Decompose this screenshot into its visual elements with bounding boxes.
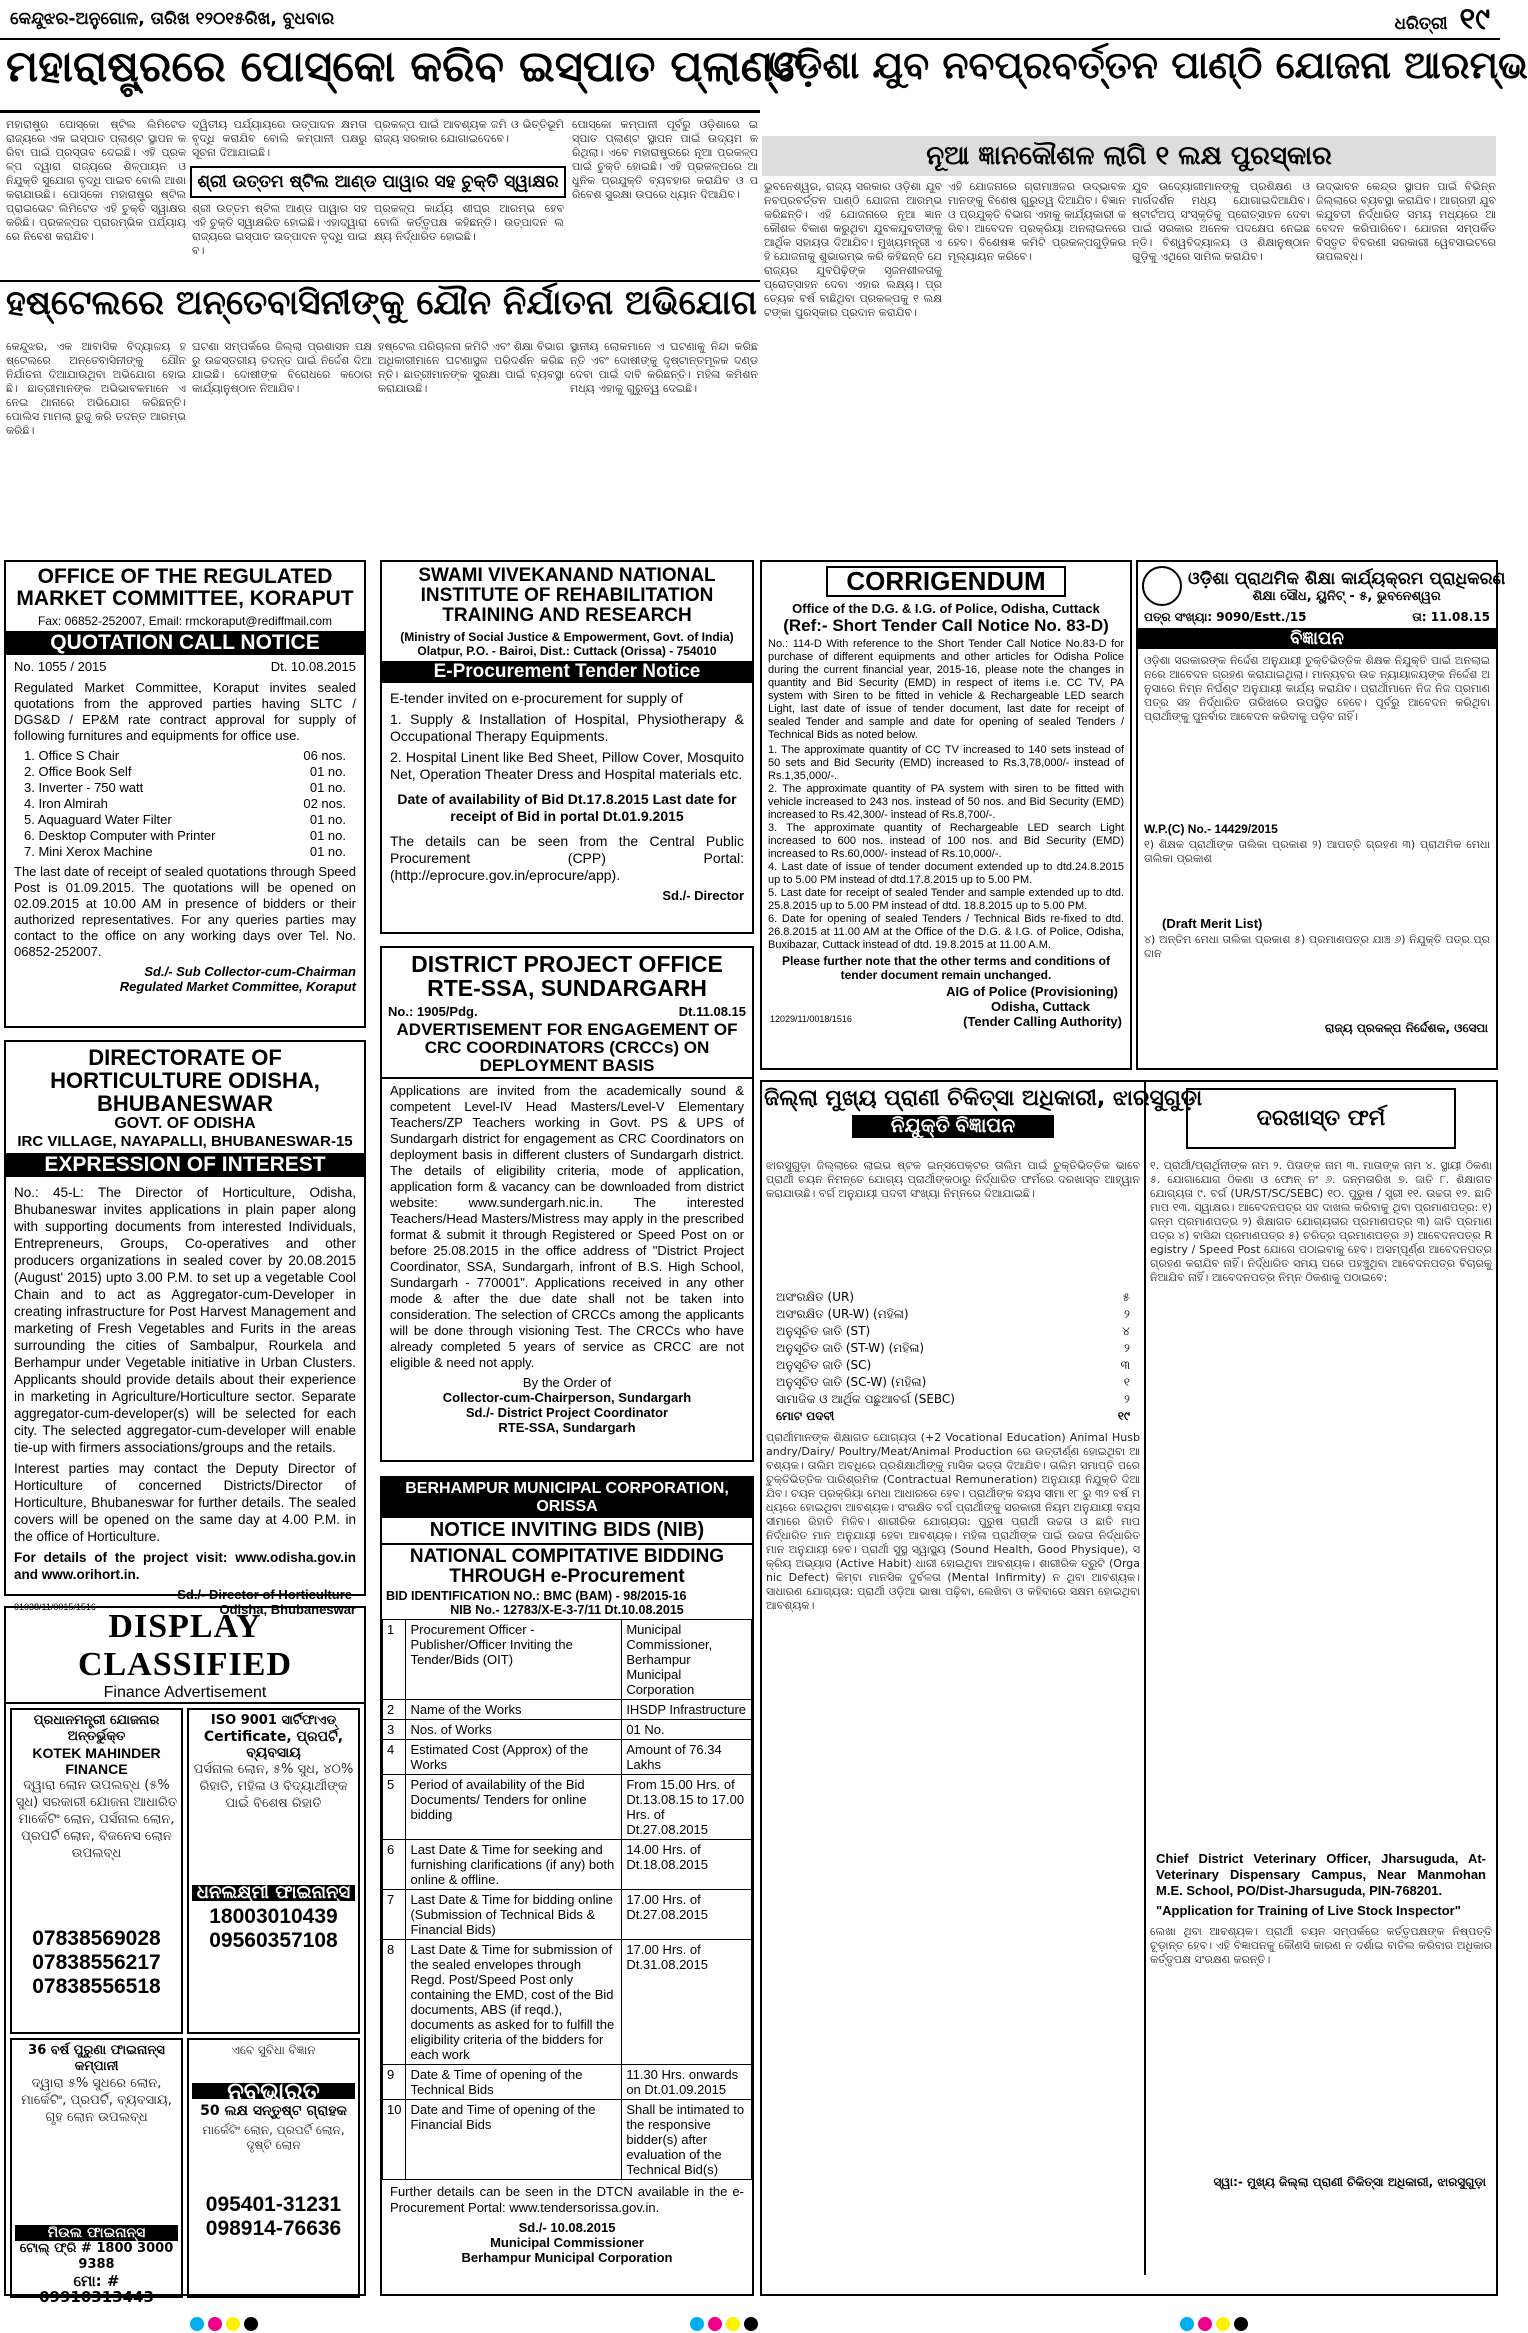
divider [0,110,760,113]
ad-banner: ବିଜ୍ଞାପନ [1138,628,1496,649]
newspaper-logo: ଧରିତ୍ରୀ [1394,13,1448,34]
address-text: Chief District Veterinary Officer, Jharsuguda, At-Veterinary Dispensary Campus, Near Manmohan M.E. School, PO/Dist-Jharsuguda, PIN-768201. [1156,1851,1486,1898]
signature-preamble: By the Order of [522,1374,612,1390]
ad-tagline: 50 ଲକ୍ଷ ସନ୍ତୁଷ୍ଟ ଗ୍ରାହକ [200,2103,347,2119]
article-text: ଉଦ୍ଭାବନ କେନ୍ଦ୍ର ସ୍ଥାପନ ପାଇଁ ବିଭିନ୍ନ ଜିଲ୍ଲାରେ ବ୍ୟବସ୍ଥା କରାଯିବ। ଆଗ୍ରହୀ ଯୁବକଯୁବତୀ ନିର୍ଦ୍ଧାରିତ ସମୟ ମଧ୍ୟରେ ଆବେଦନ କରିପାରିବେ। ଯୋଜନା ସମ୍ପର୍କିତ ବିସ୍ତୃତ ବିବରଣୀ ସରକାରୀ ୱେବସାଇଟରେ ଉପଲବ୍ଧ। [1316,180,1496,263]
table-row: 2 Name of the Works IHSDP Infrastructure [383,1699,752,1719]
ad-footer-text: Further details can be seen in the DTCN available in the e-Procurement Portal: www.tendersorissa.gov.in. [390,2183,744,2215]
bid-schedule-table [382,1619,752,2180]
article-text: ହଷ୍ଟେଲ ପରିଚାଳନା କମିଟି ଏବଂ ଶିକ୍ଷା ବିଭାଗ ଅଧିକାରୀମାନେ ଘଟଣାସ୍ଥଳ ପରିଦର୍ଶନ କରିଛନ୍ତି। ଛାତ୍ରୀମାନଙ୍କ ସୁରକ୍ଷା ପାଇଁ ବ୍ୟବସ୍ଥା କରାଯାଉଛି। [378,340,564,395]
display-classified [4,1606,366,2306]
ad-ministry: (Ministry of Social Justice & Empowerment, Govt. of India) [400,629,734,644]
article-text: ଶ୍ରୀ ଉତ୍ତମ ଷ୍ଟିଲ ଆଣ୍ଡ ପାୱାର ସହ ଏହି ଚୁକ୍ତି ସ୍ୱାକ୍ଷରିତ ହୋଇଛି। ଏହାଦ୍ୱାରା ରାଜ୍ୟରେ ଇସ୍ପାତ ଉତ୍ପାଦନ ବୃଦ୍ଧି ପାଇବ। [192,202,367,257]
list-item: ଅନୁସୂଚିତ ଜାତି (ST-W) (ମହିଳା) ୨ [776,1341,1130,1355]
ad-dpo-sundargarh [380,946,754,1462]
form-title: ଦରଖାସ୍ତ ଫର୍ମ [1186,1088,1456,1149]
ad-body-text: No.: 45-L: The Director of Horticulture, Odisha, Bhubaneswar invites applications in plain paper along with supporting documents from interested Individuals, Entrepreneurs, Groups, Co-operatives and other producers organizations in sealed cover by 20.08.2015 (August' 2015) upto 3.00 P.M. to set up a vegetable Cool Chain and to act as Aggregator-cum-Developer in creating infrastructure for Post Harvest Management and marketing of Fresh Vegetables and Furits in the areas surrounding the cities of Sambalpur, Rourkela and Berhampur under Vegetable initiative in Urban Clusters. Applicants should provide details about their experience in marketing in Agriculture/Horticulture sector. Separate aggregator-cum-developer(s) will be selected for each city. The selected aggregator-cum-developer will enable tie-up with firmers associations/groups and the retails. [14,1185,356,1456]
signature-role: Municipal Commissioner [490,2234,644,2250]
list-item: ଅନୁସୂଚିତ ଜାତି (SC) ୩ [776,1358,1130,1372]
signature-place: Odisha, Bhubaneswar [219,1602,356,1618]
article-text: ପ୍ରକଳ୍ପ ପାଇଁ ଆବଶ୍ୟକ ଜମି ଓ ଭିତ୍ତିଭୂମି ରାଜ୍ୟ ସରକାର ଯୋଗାଇଦେବେ। [374,118,564,145]
ad-corrigendum [760,560,1132,1070]
nib-number: NIB No.- 12783/X-E-3-7/11 Dt.10.08.2015 [450,1602,684,1617]
ad-horticulture [4,1040,366,1618]
cyan-dot [190,2317,204,2331]
cyan-dot [690,2317,704,2331]
ad-banner: ନିଯୁକ୍ତି ବିଜ୍ଞାପନ [852,1115,1054,1138]
yellow-dot [1216,2317,1230,2331]
page-folio [0,0,1500,40]
ad-intro: E-tender invited on e-procurement for supply of [390,689,683,706]
signature: Sd./- Sub Collector-cum-Chairman [144,964,356,980]
table-row: 7 Last Date & Time for bidding online (Submission of Technical Bids & Financial Bids) 17.00 Hrs. of Dt.27.08.2015 [383,1889,752,1939]
list-item: 1. Supply & Installation of Hospital, Physiotherapy & Occupational Therapy Equipments. [390,710,744,744]
article-text: ଦ୍ୱିତୀୟ ପର୍ଯ୍ୟାୟରେ ଉତ୍ପାଦନ କ୍ଷମତା ବୃଦ୍ଧି କରାଯିବ ବୋଲି କମ୍ପାନୀ ପକ୍ଷରୁ ସୂଚନା ଦିଆଯାଇଛି। [192,118,367,159]
article-highlight-box: ଶ୍ରୀ ଉତ୍ତମ ଷ୍ଟିଲ ଆଣ୍ଡ ପାୱାର ସହ ଚୁକ୍ତି ସ୍ୱାକ୍ଷର [190,166,566,198]
list-item: 6. Desktop Computer with Printer 01 no. [24,828,346,844]
ad-heading: 36 ବର୍ଷ ପୁରୁଣା ଫାଇନାନ୍ସ କମ୍ପାନୀ [28,2043,165,2074]
list-item: 7. Mini Xerox Machine 01 no. [24,844,346,860]
list-item: 5. Aquaguard Water Filter 01 no. [24,812,346,828]
classified-ad [10,1708,183,2034]
signature: Sd./- Director of Horticulture [177,1587,352,1603]
signature: ରାଜ୍ୟ ପ୍ରକଳ୍ପ ନିର୍ଦ୍ଦେଶକ, ଓସେପା [1324,1021,1488,1035]
headline-youth-innovation: ଓଡ଼ିଶା ଯୁବ ନବପ୍ରବର୍ତ୍ତନ ପାଣ୍ଠି ଯୋଜନା ଆରମ୍ଭ [768,43,1528,87]
list-item: ଅନୁସୂଚିତ ଜାତି (SC-W) (ମହିଳା) ୧ [776,1375,1130,1389]
list-item: 4. Last date of issue of tender document extended up to dtd.24.8.2015 up to 5.00 PM instead of dtd.17.8.2015 up to 5.00 PM. [768,861,1124,887]
list-item: 2. The approximate quantity of PA system with siren to be fitted with vehicle increased to 243 nos. instead of 50 nos. and Bid Security (EMD) increased to Rs.42,300/- instead of Rs.8,700/-. [768,783,1124,822]
ad-body-text: ଓଡ଼ିଶା ସରକାରଙ୍କ ନିର୍ଦ୍ଦେଶ ଅନୁଯାୟୀ ଚୁକ୍ତିଭିତ୍ତିକ ଶିକ୍ଷକ ନିଯୁକ୍ତି ପାଇଁ ଅନଲାଇନରେ ଆବେଦନ ଗ୍ରହଣ କରାଯାଇଥିଲା। ମାନ୍ୟବର ଉଚ୍ଚ ନ୍ୟାୟାଳୟଙ୍କ ନିର୍ଦ୍ଦେଶ ଅନୁସାରେ ନିମ୍ନ ନିର୍ଘଣ୍ଟ ଅନୁଯାୟୀ କାର୍ଯ୍ୟ କରାଯିବ। ପ୍ରାର୍ଥୀମାନେ ନିଜ ନିଜ ପ୍ରମାଣପତ୍ର ସହ ନିର୍ଦ୍ଧାରିତ ତାରିଖରେ ଉପସ୍ଥିତ ହେବେ। ପୂର୍ବରୁ ଆବେଦନ କରିଥିବା ପ୍ରାର୍ଥୀଙ୍କୁ ପୁନର୍ବାର ଆବେଦନ କରିବାକୁ ପଡ଼ିବ ନାହିଁ। [1144,654,1490,723]
letter-number: ପତ୍ର ସଂଖ୍ୟା: 9090/Estt./15 [1144,610,1307,624]
folio-dateline: କେନ୍ଦୁଝର-ଅନୁଗୋଳ, ତାରିଖ ୧୨୦୧୫ରିଖ, ବୁଧବାର [10,9,335,29]
table-row: 9 Date & Time of opening of the Technical Bids 11.30 Hrs. onwards on Dt.01.09.2015 [383,2064,752,2099]
article-text: ଘଟଣା ସମ୍ପର୍କରେ ଜିଲ୍ଲା ପ୍ରଶାସନ ପକ୍ଷରୁ ଉଚ୍ଚସ୍ତରୀୟ ତଦନ୍ତ ପାଇଁ ନିର୍ଦ୍ଦେଶ ଦିଆଯାଇଛି। ଦୋଷୀଙ୍କ ବିରୋଧରେ କଠୋର କାର୍ଯ୍ୟାନୁଷ୍ଠାନ ନିଆଯିବ। [192,340,372,395]
ad-address: Olatpur, P.O. - Bairoi, Dist.: Cuttack (Orissa) - 754010 [417,643,717,658]
phone-number: 095401-31231 [205,2193,342,2216]
registration-marks [190,2317,258,2331]
signature-org: Berhampur Municipal Corporation [461,2249,673,2265]
phone-number: 07838556518 [32,1975,161,1998]
subheadline-innovation-award: ନୂଆ ଜ୍ଞାନକୌଶଳ ଲାଗି ୧ ଲକ୍ଷ ପୁରସ୍କାର [762,136,1496,176]
table-row: 3 Nos. of Works 01 No. [383,1719,752,1739]
phone-number: 18003010439 [209,1905,338,1928]
ad-title: DISTRICT PROJECT OFFICE RTE-SSA, SUNDARGARH [411,951,723,1002]
article-text: ପୋସ୍କୋ କମ୍ପାନୀ ପୂର୍ବରୁ ଓଡ଼ିଶାରେ ଇସ୍ପାତ ପ୍ଲାଣ୍ଟ ସ୍ଥାପନ ପାଇଁ ଉଦ୍ୟମ କରିଥିଲା। ଏବେ ମହାରାଷ୍ଟ୍ରରେ ନୂଆ ପ୍ରକଳ୍ପ ପାଇଁ ଚୁକ୍ତି ହୋଇଛି। ଏହି ପ୍ରକଳ୍ପରେ ଆଧୁନିକ ପ୍ରଯୁକ୍ତି ବ୍ୟବହାର କରାଯିବ ଓ ପରିବେଶ ସୁରକ୍ଷା ଉପରେ ଧ୍ୟାନ ଦିଆଯିବ। [572,118,758,201]
list-item: 6. Date for opening of sealed Tenders / Technical Bids re-fixed to dtd. 26.8.2015 at 11.00 AM at the Office of the D.G. & I.G. of Police, Odisha, Buxibazar, Cuttack instead of dtd. 19.8.2015 at 11.00 A.M. [768,913,1124,952]
divider [0,280,760,282]
black-dot [744,2317,758,2331]
classified-ad [10,2038,183,2306]
signature: Sd./- Director [662,887,744,903]
ad-website: For details of the project visit: www.odisha.gov.in and www.orihort.in. [14,1550,356,1583]
ad-title: BERHAMPUR MUNICIPAL CORPORATION, ORISSA [382,1478,752,1518]
magenta-dot [1198,2317,1212,2331]
table-row: 4 Estimated Cost (Approx) of the Works Amount of 76.34 Lakhs [383,1739,752,1774]
article-text: ସ୍ଥାନୀୟ ଲୋକମାନେ ଏ ଘଟଣାକୁ ନିନ୍ଦା କରିଛନ୍ତି ଏବଂ ଦୋଷୀଙ୍କୁ ଦୃଷ୍ଟାନ୍ତମୂଳକ ଦଣ୍ଡ ଦେବା ପାଇଁ ଦାବି କରିଛନ୍ତି। ମହିଳା କମିଶନ ମଧ୍ୟ ଏହାକୁ ଗୁରୁତ୍ୱ ଦେଇଛି। [570,340,758,395]
list-item: 3. Inverter - 750 watt 01 no. [24,780,346,796]
ad-note: Please further note that the other terms and conditions of tender document remain unchanged. [781,954,1111,983]
ad-code: 01038/11/0015/1516 [14,1602,96,1613]
list-item: 3. The approximate quantity of Rechargeable LED search Light increased to 600 nos. instead of 100 nos. and Bid Security (EMD) increased to Rs.60,000/- instead of Rs.10,000/-. [768,822,1124,861]
ad-market-committee [4,560,366,1028]
form-fields: ୧. ପ୍ରାର୍ଥୀ/ପ୍ରାର୍ଥିନୀଙ୍କ ନାମ ୨. ପିତାଙ୍କ ନାମ ୩. ମାତାଙ୍କ ନାମ ୪. ସ୍ଥାୟୀ ଠିକଣା ୫. ଯୋଗାଯୋଗ ଠିକଣା ଓ ଫୋନ୍ ନଂ ୬. ଜନ୍ମତାରିଖ ୭. ଜାତି ୮. ଶିକ୍ଷାଗତ ଯୋଗ୍ୟତା ୯. ବର୍ଗ (UR/ST/SC/SEBC) ୧୦. ପୁରୁଷ / ସ୍ତ୍ରୀ ୧୧. ଉଚ୍ଚତା ୧୨. ଛାତି ମାପ ୧୩. ସ୍ୱାକ୍ଷର। ଆବେଦନପତ୍ର ସହ ଦାଖଲ କରିବାକୁ ଥିବା ପ୍ରମାଣପତ୍ର: ୧) ଜନ୍ମ ପ୍ରମାଣପତ୍ର ୨) ଶିକ୍ଷାଗତ ଯୋଗ୍ୟତାର ପ୍ରମାଣପତ୍ର ୩) ଜାତି ପ୍ରମାଣପତ୍ର ୪) ବାସିନ୍ଦା ପ୍ରମାଣପତ୍ର ୫) ଚରିତ୍ର ପ୍ରମାଣପତ୍ର ୬) ଆବେଦନପତ୍ର Registry / Speed Post ଯୋଗେ ପଠାଇବାକୁ ହେବ। ଅସମ୍ପୂର୍ଣ୍ଣ ଆବେଦନପତ୍ର ଗ୍ରହଣ କରାଯିବ ନାହିଁ। ନିର୍ଦ୍ଧାରିତ ସମୟ ପରେ ପହଞ୍ଚୁଥିବା ଆବେଦନପତ୍ର ବିଚାରକୁ ନିଆଯିବ ନାହିଁ। ଆବେଦନପତ୍ର ନିମ୍ନ ଠିକଣାକୁ ପଠାଇବେ: [1150,1159,1492,1284]
signature-place: Odisha, Cuttack [991,999,1090,1015]
ad-dates: Date of availability of Bid Dt.17.8.2015 Last date for receipt of Bid in portal Dt.01.9.2015 [397,790,737,824]
phone-number: 07838556217 [32,1951,161,1974]
ad-body-text: Applications are invited from the academically sound & competent Level-IV Head Masters/Level-V Elementary Teachers/ZP Teachers working in Govt. PS & UPS of Sundargarh district for engagement as CRC Coordinators on deployment basis in different clusters of Sundargarh district. The details of eligibility criteria, mode of application, application form & vacancy can be downloaded from district website: www.sundergarh.nic.in. The interested Teachers/Head Masters/Mistress may apply in the prescribed format & submit it through Registered or Speed Post on or before 25.08.2015 in the office address of "District Project Coordinator, SSA, Sundargarh, infront of B.S. High School, Sundargarh - 770001". Applications received in any other mode & after the due date shall not be taken into consideration. The selection of CRCCs among the applicants will be done through visioning Test. The CRCCs who have already completed 5 years of service as CRCC are not eligible & need not apply. [390,1082,744,1370]
ad-closing: The last date of receipt of sealed quotations through Speed Post is 01.09.2015. The quotations will be opened on 02.09.2015 at 10.00 AM in presence of bidders or their authorized representatives. For any queries parties may contact to the office on any working days over Tel. No. 06852-252007. [14,864,356,960]
classified-ad [187,1708,360,2034]
table-row: 6 Last Date & Time for seeking and furnishing clarifications (if any) both online & offline. 14.00 Hrs. of Dt.18.08.2015 [383,1839,752,1889]
phone-number: 07838569028 [32,1927,161,1950]
ad-intro: No.: 114-D With reference to the Short Tender Call Notice No.83-D for purchase of different equipments and other articles for Odisha Police during the current financial year, 2015-16, please note the changes in quantity and Bid Security (EMD) in respect of items i.e. CC TV, PA system with Siren to be fitted in vehicle & Rechargeable LED search Light, last date of issue of tender document, last date for receipt of sealed Tender and sample and date for opening of sealed Tenders / Technical Bids as noted below. [768,638,1124,742]
signature-role: (Tender Calling Authority) [963,1014,1122,1030]
table-row: 10 Date and Time of opening of the Financial Bids Shall be intimated to the responsive bidder(s) after evaluation of the Technical Bid(s) [383,2099,752,2179]
ad-body-text: ପର୍ସନାଲ ଲୋନ, ୫% ସୁଧ, ୪୦% ରିହାତି, ମହିଳା ଓ ବିଦ୍ୟାର୍ଥୀଙ୍କ ପାଇଁ ବିଶେଷ ରିହାତି [193,1762,354,1811]
ad-svnirtar [380,560,754,934]
ad-title: DIRECTORATE OF HORTICULTURE ODISHA, BHUBANESWAR [50,1045,320,1117]
ad-bmc [380,1476,754,2296]
section-title: DISPLAY CLASSIFIED [77,1608,293,1683]
registration-marks [1180,2317,1248,2331]
magenta-dot [708,2317,722,2331]
category-list [766,1289,1140,1425]
ad-banner: EXPRESSION OF INTEREST [6,1153,364,1177]
ad-vet-jharsuguda [760,1080,1498,2296]
ad-intro: Regulated Market Committee, Koraput invites sealed quotations from the approved parties having SLTC / DGS&D / EP&M rate contract approval for supply of following furnitures and equipments for office use. [14,680,356,744]
signature: ସ୍ୱା:- ମୁଖ୍ୟ ଜିଲ୍ଲା ପ୍ରାଣୀ ଚିକିତ୍ସା ଅଧିକାରୀ, ଝାରସୁଗୁଡ଼ା [1213,2175,1486,2189]
ad-subtitle: NOTICE INVITING BIDS (NIB) [382,1518,752,1545]
phone-number: 098914-76636 [205,2217,342,2240]
classified-ad [187,2038,360,2298]
ad-title: ଓଡ଼ିଶା ପ୍ରାଥମିକ ଶିକ୍ଷା କାର୍ଯ୍ୟକ୍ରମ ପ୍ରାଧିକରଣ [1188,568,1506,589]
ad-banner: QUOTATION CALL NOTICE [6,631,364,655]
ad-code: 12029/11/0018/1516 [770,1014,852,1025]
ad-title: SWAMI VIVEKANAND NATIONAL INSTITUTE OF REHABILITATION TRAINING AND RESEARCH [418,565,716,626]
ad-address: IRC VILLAGE, NAYAPALLI, BHUBANESWAR-15 [17,1133,353,1151]
black-dot [1234,2317,1248,2331]
phone-number: ଟୋଲ୍ ଫ୍ରି # 1800 3000 9388 [19,2241,174,2272]
table-row: 8 Last Date & Time for submission of the sealed envelopes through Regd. Post/Speed Post only containing the EMD, cost of the Bid documents, ABS (if reqd.), documents as asked for to fulfill the eligibility criteria of the bidders for each work 17.00 Hrs. of Dt.31.08.2015 [383,1939,752,2064]
article-text: କେନ୍ଦୁଝର, ଏକ ଆବାସିକ ବିଦ୍ୟାଳୟ ହଷ୍ଟେଲରେ ଅନ୍ତେବାସିନୀଙ୍କୁ ଯୌନ ନିର୍ଯାତନା ଦିଆଯାଉଥିବା ଅଭିଯୋଗ ହୋଇଛି। ଛାତ୍ରୀମାନଙ୍କ ଅଭିଭାବକମାନେ ଏ ନେଇ ଥାନାରେ ଅଭିଯୋଗ କରିଛନ୍ତି। ପୋଲିସ ମାମଲା ରୁଜୁ କରି ତଦନ୍ତ ଆରମ୍ଭ କରିଛି। [6,340,186,437]
ad-banner: ମିଉଲ ଫାଇନାନ୍ସ [15,2225,178,2241]
letter-date: ତା: 11.08.15 [1412,610,1490,624]
article-text: ଭୁବନେଶ୍ୱର, ରାଜ୍ୟ ସରକାର ଓଡ଼ିଶା ଯୁବ ନବପ୍ରବର୍ତ୍ତନ ପାଣ୍ଠି ଯୋଜନା ଆରମ୍ଭ କରିଛନ୍ତି। ଏହି ଯୋଜନାରେ ନୂଆ ଜ୍ଞାନକୌଶଳ ବିକାଶ କରୁଥିବା ଯୁବକଯୁବତୀଙ୍କୁ ଆର୍ଥିକ ସହାୟତା ଦିଆଯିବ। ମୁଖ୍ୟମନ୍ତ୍ରୀ ଏହି ଯୋଜନାକୁ ଶୁଭାରମ୍ଭ କରି କହିଛନ୍ତି ଯେ ରାଜ୍ୟର ଯୁବପିଢ଼ିଙ୍କ ସୃଜନଶୀଳତାକୁ ପ୍ରୋତ୍ସାହନ ଦେବା ଏହାର ଲକ୍ଷ୍ୟ। ପ୍ରତ୍ୟେକ ବର୍ଷ ବାଛିଥିବା ପ୍ରକଳ୍ପକୁ ୧ ଲକ୍ଷ ଟଙ୍କା ପୁରସ୍କାର ପ୍ରଦାନ କରାଯିବ। [764,180,942,319]
list-item: 1. Office S Chair 06 nos. [24,748,346,764]
registration-marks [690,2317,758,2331]
article-text: ଏହି ଯୋଜନାରେ ଗ୍ରାମାଞ୍ଚଳର ଉଦ୍ଭାବକମାନଙ୍କୁ ବିଶେଷ ଗୁରୁତ୍ୱ ଦିଆଯିବ। ବିଜ୍ଞାନ ଓ ପ୍ରଯୁକ୍ତି ବିଭାଗ ଏହାକୁ କାର୍ଯ୍ୟକାରୀ କରିବ। ଆବେଦନ ପ୍ରକ୍ରିୟା ଅନଲାଇନରେ ହେବ। ବିଶେଷଜ୍ଞ କମିଟି ପ୍ରକଳ୍ପଗୁଡ଼ିକର ମୂଲ୍ୟାୟନ କରିବେ। [948,180,1126,263]
signature-org: Regulated Market Committee, Koraput [119,979,356,995]
signature: Sd./- 10.08.2015 [518,2219,616,2235]
ad-body-text: ଦ୍ୱାରା ୫% ସୁଧରେ ଲୋନ, ମାର୍କେଟିଂ, ପ୍ରପର୍ଟି, ବ୍ୟବସାୟ, ଗୃହ ଲୋନ ଉପଲବ୍ଧ [21,2076,172,2125]
ad-title: ଜିଲ୍ଲା ମୁଖ୍ୟ ପ୍ରାଣୀ ଚିକିତ୍ସା ଅଧିକାରୀ, ଝାରସୁଗୁଡ଼ା [764,1086,1203,1111]
ad-title: OFFICE OF THE REGULATED MARKET COMMITTEE, KORAPUT [16,565,354,611]
notice-number: No.: 1905/Pdg. [388,1004,478,1020]
table-row: 5 Period of availability of the Bid Documents/ Tenders for online bidding From 15.00 Hrs. of Dt.13.08.15 to 17.00 Hrs. of Dt.27.08.2015 [383,1774,752,1839]
notice-number: No. 1055 / 2015 [14,659,107,675]
list-item: ଅସଂରକ୍ଷିତ (UR) ୫ [776,1290,1130,1304]
list-item: 1. The approximate quantity of CC TV increased to 140 sets instead of 50 sets and Bid Security (EMD) increased to Rs.3,78,000/- instead of Rs.1,35,000/-. [768,744,1124,783]
article-text: ପ୍ରକଳ୍ପ କାର୍ଯ୍ୟ ଶୀଘ୍ର ଆରମ୍ଭ ହେବ ବୋଲି କର୍ତ୍ତୃପକ୍ଷ କହିଛନ୍ତି। ଉତ୍ପାଦନ ଲକ୍ଷ୍ୟ ନିର୍ଦ୍ଧାରିତ ହୋଇଛି। [374,202,564,243]
item-list [6,748,364,860]
article-text: ଯୁବ ଉଦ୍ୟୋଗୀମାନଙ୍କୁ ପ୍ରଶିକ୍ଷଣ ଓ ମାର୍ଗଦର୍ଶନ ମଧ୍ୟ ଯୋଗାଇଦିଆଯିବ। ଷ୍ଟାର୍ଟଅପ୍ ସଂସ୍କୃତିକୁ ପ୍ରୋତ୍ସାହନ ଦେବା ପାଇଁ ସରକାର ଅନେକ ପଦକ୍ଷେପ ନେଇଛନ୍ତି। ବିଶ୍ୱବିଦ୍ୟାଳୟ ଓ ଶିକ୍ଷାନୁଷ୍ଠାନଗୁଡ଼ିକୁ ଏଥିରେ ସାମିଲ କରାଯିବ। [1132,180,1310,263]
section-subtitle: Finance Advertisement [6,1684,364,1704]
ad-body-text: ଦ୍ୱାରା ଲୋନ ଉପଲବ୍ଧ (୫% ସୁଧ) ସରକାରୀ ଯୋଜନା ଆଧାରିତ ମାର୍କେଟିଂ ଲୋନ, ପର୍ସନାଲ ଲୋନ, ପ୍ରପର୍ଟି ଲୋନ, ବିଜନେସ ଲୋନ ଉପଲବ୍ଧ [15,1778,178,1861]
ad-body-text: ଲେଖା ଥିବା ଆବଶ୍ୟକ। ପ୍ରାର୍ଥୀ ଚୟନ ସମ୍ପର୍କରେ କର୍ତ୍ତୃପକ୍ଷଙ୍କ ନିଷ୍ପତ୍ତି ଚୂଡ଼ାନ୍ତ ହେବ। ଏହି ବିଜ୍ଞାପନକୁ କୌଣସି କାରଣ ନ ଦର୍ଶାଇ ବାତିଲ କରିବାର ଅଧିକାର କର୍ତ୍ତୃପକ୍ଷ ସଂରକ୍ଷଣ କରନ୍ତି। [1150,1925,1492,1966]
ad-brand: ନବଭାରତ [192,2083,355,2099]
ad-body-text: Certificate, ପ୍ରପର୍ଟି, ବ୍ୟବସାୟ [203,1729,344,1761]
list-total: ମୋଟ ପଦବୀ ୧୯ [776,1409,1130,1423]
yellow-dot [726,2317,740,2331]
black-dot [244,2317,258,2331]
ad-heading: ISO 9001 ସାର୍ଟିଫାଏଡ୍ [210,1713,337,1728]
phone-number: 09560357108 [209,1929,338,1952]
list-item: ସାମାଜିକ ଓ ଆର୍ଥିକ ପଛୁଆବର୍ଗ (SEBC) ୨ [776,1392,1130,1406]
ad-subtitle: NATIONAL COMPITATIVE BIDDING THROUGH e-Procurement [409,1546,725,1587]
list-item: 4. Iron Almirah 02 nos. [24,796,346,812]
signature: Sd./- District Project Coordinator [465,1404,669,1420]
magenta-dot [208,2317,222,2331]
list-item: ଅନୁସୂଚିତ ଜାତି (ST) ୪ [776,1324,1130,1338]
cyan-dot [1180,2317,1194,2331]
ad-title: CORRIGENDUM [826,566,1066,597]
bid-id: BID IDENTIFICATION NO.: BMC (BAM) - 98/2015-16 [386,1588,687,1603]
headline-hostel: ହଷ୍ଟେଲରେ ଅନ୍ତେବାସିନୀଙ୍କୁ ଯୌନ ନିର୍ଯାତନା ଅଭିଯୋଗ [6,283,757,323]
ad-body-text: ପ୍ରାର୍ଥୀମାନଙ୍କ ଶିକ୍ଷାଗତ ଯୋଗ୍ୟତା (+2 Vocational Education) Animal Husbandry/Dairy/ Poultry/Meat/Animal Production ରେ ଉତ୍ତୀର୍ଣ୍ଣ ହୋଇଥିବା ଆବଶ୍ୟକ। ତାଲିମ ଅବଧିରେ ପ୍ରଶିକ୍ଷାର୍ଥୀଙ୍କୁ ମାସିକ ଭତ୍ତା ଦିଆଯିବ। ତାଲିମ ସମାପ୍ତି ପରେ ଚୁକ୍ତିଭିତ୍ତିକ ପାରିଶ୍ରମିକ (Contractual Remuneration) ଅନୁଯାୟୀ ନିଯୁକ୍ତି ଦିଆଯିବ। ଚୟନ ପ୍ରକ୍ରିୟା ମେଧା ଆଧାରରେ ହେବ। ପ୍ରାର୍ଥୀଙ୍କ ବୟସ ସୀମା ୧୮ ରୁ ୩୨ ବର୍ଷ ମଧ୍ୟରେ ହୋଇଥିବା ଆବଶ୍ୟକ। ସଂରକ୍ଷିତ ବର୍ଗ ପ୍ରାର୍ଥୀଙ୍କୁ ସରକାରୀ ନିୟମ ଅନୁଯାୟୀ ବୟସ ସୀମାରେ ରିହାତି ମିଳିବ। ଶାରୀରିକ ଯୋଗ୍ୟତା: ପୁରୁଷ ପ୍ରାର୍ଥୀ ଉଚ୍ଚତା ଓ ଛାତି ମାପ ନିର୍ଦ୍ଧାରିତ ମାନ ଅନୁଯାୟୀ ହେବା ଆବଶ୍ୟକ। ମହିଳା ପ୍ରାର୍ଥୀଙ୍କ ପାଇଁ ଉଚ୍ଚତା ନିର୍ଦ୍ଧାରିତ ମାନ ଅନୁଯାୟୀ ହେବ। ପ୍ରାର୍ଥୀ ସୁସ୍ଥ ସ୍ୱାସ୍ଥ୍ୟ (Sound Health, Good Physique), ସକ୍ରିୟ ଅଭ୍ୟାସ (Active Habit) ଧାରୀ ହୋଇଥିବା ଆବଶ୍ୟକ। ଶାରୀରିକ ତ୍ରୁଟି (Organic Defect) କିମ୍ବା ମାନସିକ ଦୁର୍ବଳତା (Mental Infirmity) ନ ଥିବା ଆବଶ୍ୟକ। ସାଧାରଣ ଯୋଗ୍ୟତା: ପ୍ରାର୍ଥୀ ଓଡ଼ିଆ ଭାଷା ପଢ଼ିବା, ଲେଖିବା ଓ କହିବାରେ ସକ୍ଷମ ହୋଇଥିବା ଆବଶ୍ୟକ। [766,1431,1140,1612]
yellow-dot [226,2317,240,2331]
court-case-number: W.P.(C) No.- 14429/2015 [1144,822,1278,836]
ad-body-text: ଏବେ ସୁବିଧା ବିଜ୍ଞାନ [231,2043,316,2057]
ad-heading: ପ୍ରଧାନମନ୍ତ୍ରୀ ଯୋଜନାର ଅନ୍ତର୍ଭୁକ୍ତ [33,1713,160,1744]
list-item: 2. Office Book Self 01 no. [24,764,346,780]
phone-number: ମୋ: # 09910313443 [39,2272,154,2306]
notice-date: Dt.11.08.15 [678,1004,746,1020]
ad-banner: E-Procurement Tender Notice [382,661,752,683]
ad-brand: ଧନଲକ୍ଷ୍ମୀ ଫାଇନାନ୍ସ [192,1885,355,1901]
table-row: 1 Procurement Officer - Publisher/Officer Inviting the Tender/Bids (OIT) Municipal Commissioner, Berhampur Municipal Corporation [383,1619,752,1699]
article-text: ମହାରାଷ୍ଟ୍ର ପୋସ୍କୋ ଷ୍ଟିଲ ଲିମିଟେଡ ରାଜ୍ୟରେ ଏକ ଇସ୍ପାତ ପ୍ଲାଣ୍ଟ ସ୍ଥାପନ କରିବା ପାଇଁ ପ୍ରସ୍ତାବ ଦେଇଛି। ଏହି ପ୍ରକଳ୍ପ ଦ୍ୱାରା ରାଜ୍ୟରେ ଶିଳ୍ପାୟନ ଓ ନିଯୁକ୍ତି ସୁଯୋଗ ବୃଦ୍ଧି ପାଇବ ବୋଲି ଆଶା କରାଯାଉଛି। ପୋସ୍କୋ ମହାରାଷ୍ଟ୍ର ଷ୍ଟିଲ ପ୍ରାଇଭେଟ ଲିମିଟେଡ ଏହି ଚୁକ୍ତି ସ୍ୱାକ୍ଷର କରିଛି। ପ୍ରକଳ୍ପର ପ୍ରାରମ୍ଭିକ ପର୍ଯ୍ୟାୟରେ ନିବେଶ କରାଯିବ। [6,118,186,243]
ad-ref: (Ref:- Short Tender Call Notice No. 83-D) [783,616,1109,636]
headline-posco: ମହାରାଷ୍ଟ୍ରରେ ପୋସ୍କୋ କରିବ ଇସ୍ପାତ ପ୍ଲାଣ୍ଟ [6,42,804,92]
signature-org: RTE-SSA, Sundargarh [498,1419,636,1435]
notice-date: Dt. 10.08.2015 [270,659,356,675]
ad-body-text: ମାର୍କେଟିଂ ଲୋନ, ପ୍ରପର୍ଟି ଲୋନ, ଦୃଷ୍ଟି ଲୋନ [202,2123,345,2152]
ad-body-text: Interest parties may contact the Deputy Director of Horticulture of concerned Districts/Director of Horticulture, Bhubaneswar for further details. The sealed covers will be opened on the same day at 4.00 P.M. in the office of Horticulture. [14,1461,356,1545]
ad-body-text: ଝାରସୁଗୁଡ଼ା ଜିଲ୍ଲାରେ ଲାଇଭ ଷ୍ଟକ ଇନ୍ସପେକ୍ଟର ତାଲିମ ପାଇଁ ଚୁକ୍ତିଭିତ୍ତିକ ଭାବେ ପ୍ରାର୍ଥୀ ଚୟନ ନିମନ୍ତେ ଯୋଗ୍ୟ ପ୍ରାର୍ଥୀଙ୍କଠାରୁ ନିର୍ଦ୍ଧାରିତ ଫର୍ମରେ ଦରଖାସ୍ତ ଆହ୍ୱାନ କରାଯାଉଛି। ବର୍ଗ ଅନୁଯାୟୀ ପଦବୀ ସଂଖ୍ୟା ନିମ୍ନରେ ଦିଆଯାଇଛି। [766,1159,1140,1200]
schedule-text: ୧) ଶିକ୍ଷକ ପ୍ରାର୍ଥୀଙ୍କ ତାଲିକା ପ୍ରକାଶ ୨) ଆପତ୍ତି ଗ୍ରହଣ ୩) ପ୍ରାଥମିକ ମେଧା ତାଲିକା ପ୍ରକାଶ [1144,838,1490,865]
signature: Collector-cum-Chairperson, Sundargarh [442,1389,692,1405]
merit-list-label: (Draft Merit List) [1162,916,1263,931]
seal-icon [1142,566,1182,606]
schedule-text: ୪) ଅନ୍ତିମ ମେଧା ତାଲିକା ପ୍ରକାଶ ୫) ପ୍ରମାଣପତ୍ର ଯାଞ୍ଚ ୬) ନିଯୁକ୍ତି ପତ୍ର ପ୍ରଦାନ [1144,933,1490,960]
folio-right [1395,2,1491,37]
ad-address: ଶିକ୍ଷା ସୌଧ, ୟୁନିଟ୍ - ୫, ଭୁବନେଶ୍ୱର [1252,588,1441,604]
ad-govt: GOVT. OF ODISHA [114,1115,256,1133]
envelope-text: "Application for Training of Live Stock Inspector" [1156,1903,1461,1918]
ad-details: The details can be seen from the Central Public Procurement (CPP) Portal: (http://eprocure.gov.in/eprocure/app). [390,832,744,883]
ad-subtitle: ADVERTISEMENT FOR ENGAGEMENT OF CRC COORDINATORS (CRCCs) ON DEPLOYMENT BASIS [382,1019,752,1079]
list-item: 5. Last date for receipt of sealed Tender and sample extended up to dtd. 25.8.2015 up to 5.00 PM instead of dtd. 18.8.2015 up to 5.00 PM. [768,887,1124,913]
signature: AIG of Police (Provisioning) [946,984,1118,1000]
list-item: ଅସଂରକ୍ଷିତ (UR-W) (ମହିଳା) ୨ [776,1307,1130,1321]
ad-contact: Fax: 06852-252007, Email: rmckoraput@rediffmail.com [37,614,333,629]
list-item: 2. Hospital Linent like Bed Sheet, Pillow Cover, Mosquito Net, Operation Theater Dress and Hospital materials etc. [390,748,744,782]
ad-brand: KOTEK MAHINDER FINANCE [32,1745,161,1777]
ad-osepa [1136,560,1506,1070]
ad-office: Office of the D.G. & I.G. of Police, Odisha, Cuttack [792,601,1100,617]
page-number: ୧୯ [1459,1,1490,37]
